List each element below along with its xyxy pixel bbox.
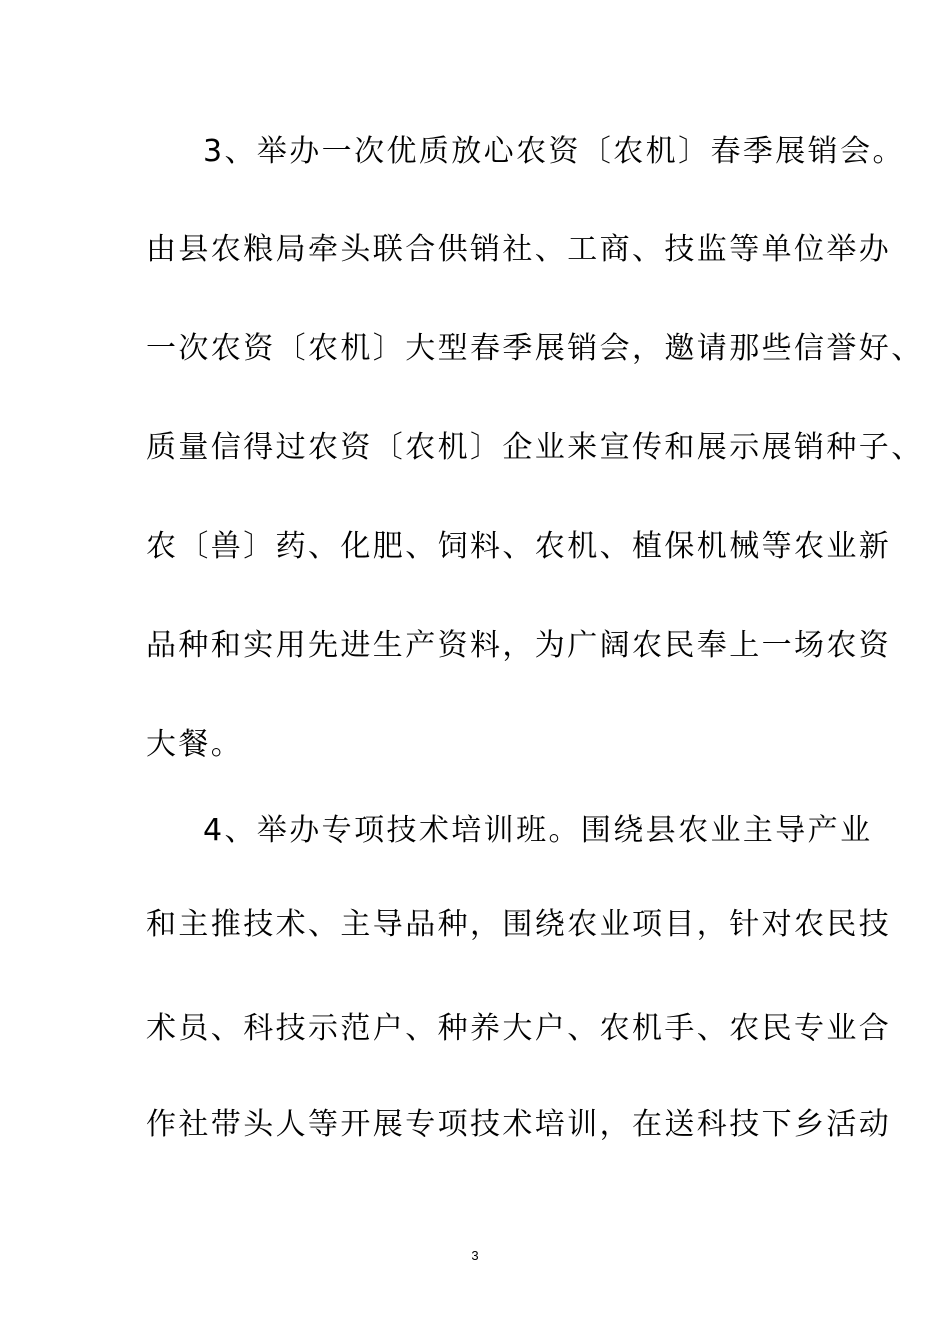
paragraph-4-heading-line: 4、举办专项技术培训班。围绕县农业主导产业 <box>203 813 873 848</box>
body-text-line: 农〔兽〕药、化肥、饲料、农机、植保机械等农业新 <box>146 529 892 564</box>
body-text-line: 作社带头人等开展专项技术培训，在送科技下乡活动 <box>146 1107 892 1142</box>
body-text-line: 质量信得过农资〔农机〕企业来宣传和展示展销种子、 <box>146 430 924 465</box>
body-text-line: 大餐。 <box>146 727 244 762</box>
paragraph-3-heading-line: 3、举办一次优质放心农资〔农机〕春季展销会。 <box>203 134 905 169</box>
body-text-line: 术员、科技示范户、种养大户、农机手、农民专业合 <box>146 1011 892 1046</box>
body-text-line: 一次农资〔农机〕大型春季展销会，邀请那些信誉好、 <box>146 331 924 366</box>
body-text-line: 品种和实用先进生产资料，为广阔农民奉上一场农资 <box>146 628 892 663</box>
page-number: 3 <box>471 1248 479 1263</box>
body-text-line: 和主推技术、主导品种，围绕农业项目，针对农民技 <box>146 907 892 942</box>
body-text-line: 由县农粮局牵头联合供销社、工商、技监等单位举办 <box>146 232 892 267</box>
